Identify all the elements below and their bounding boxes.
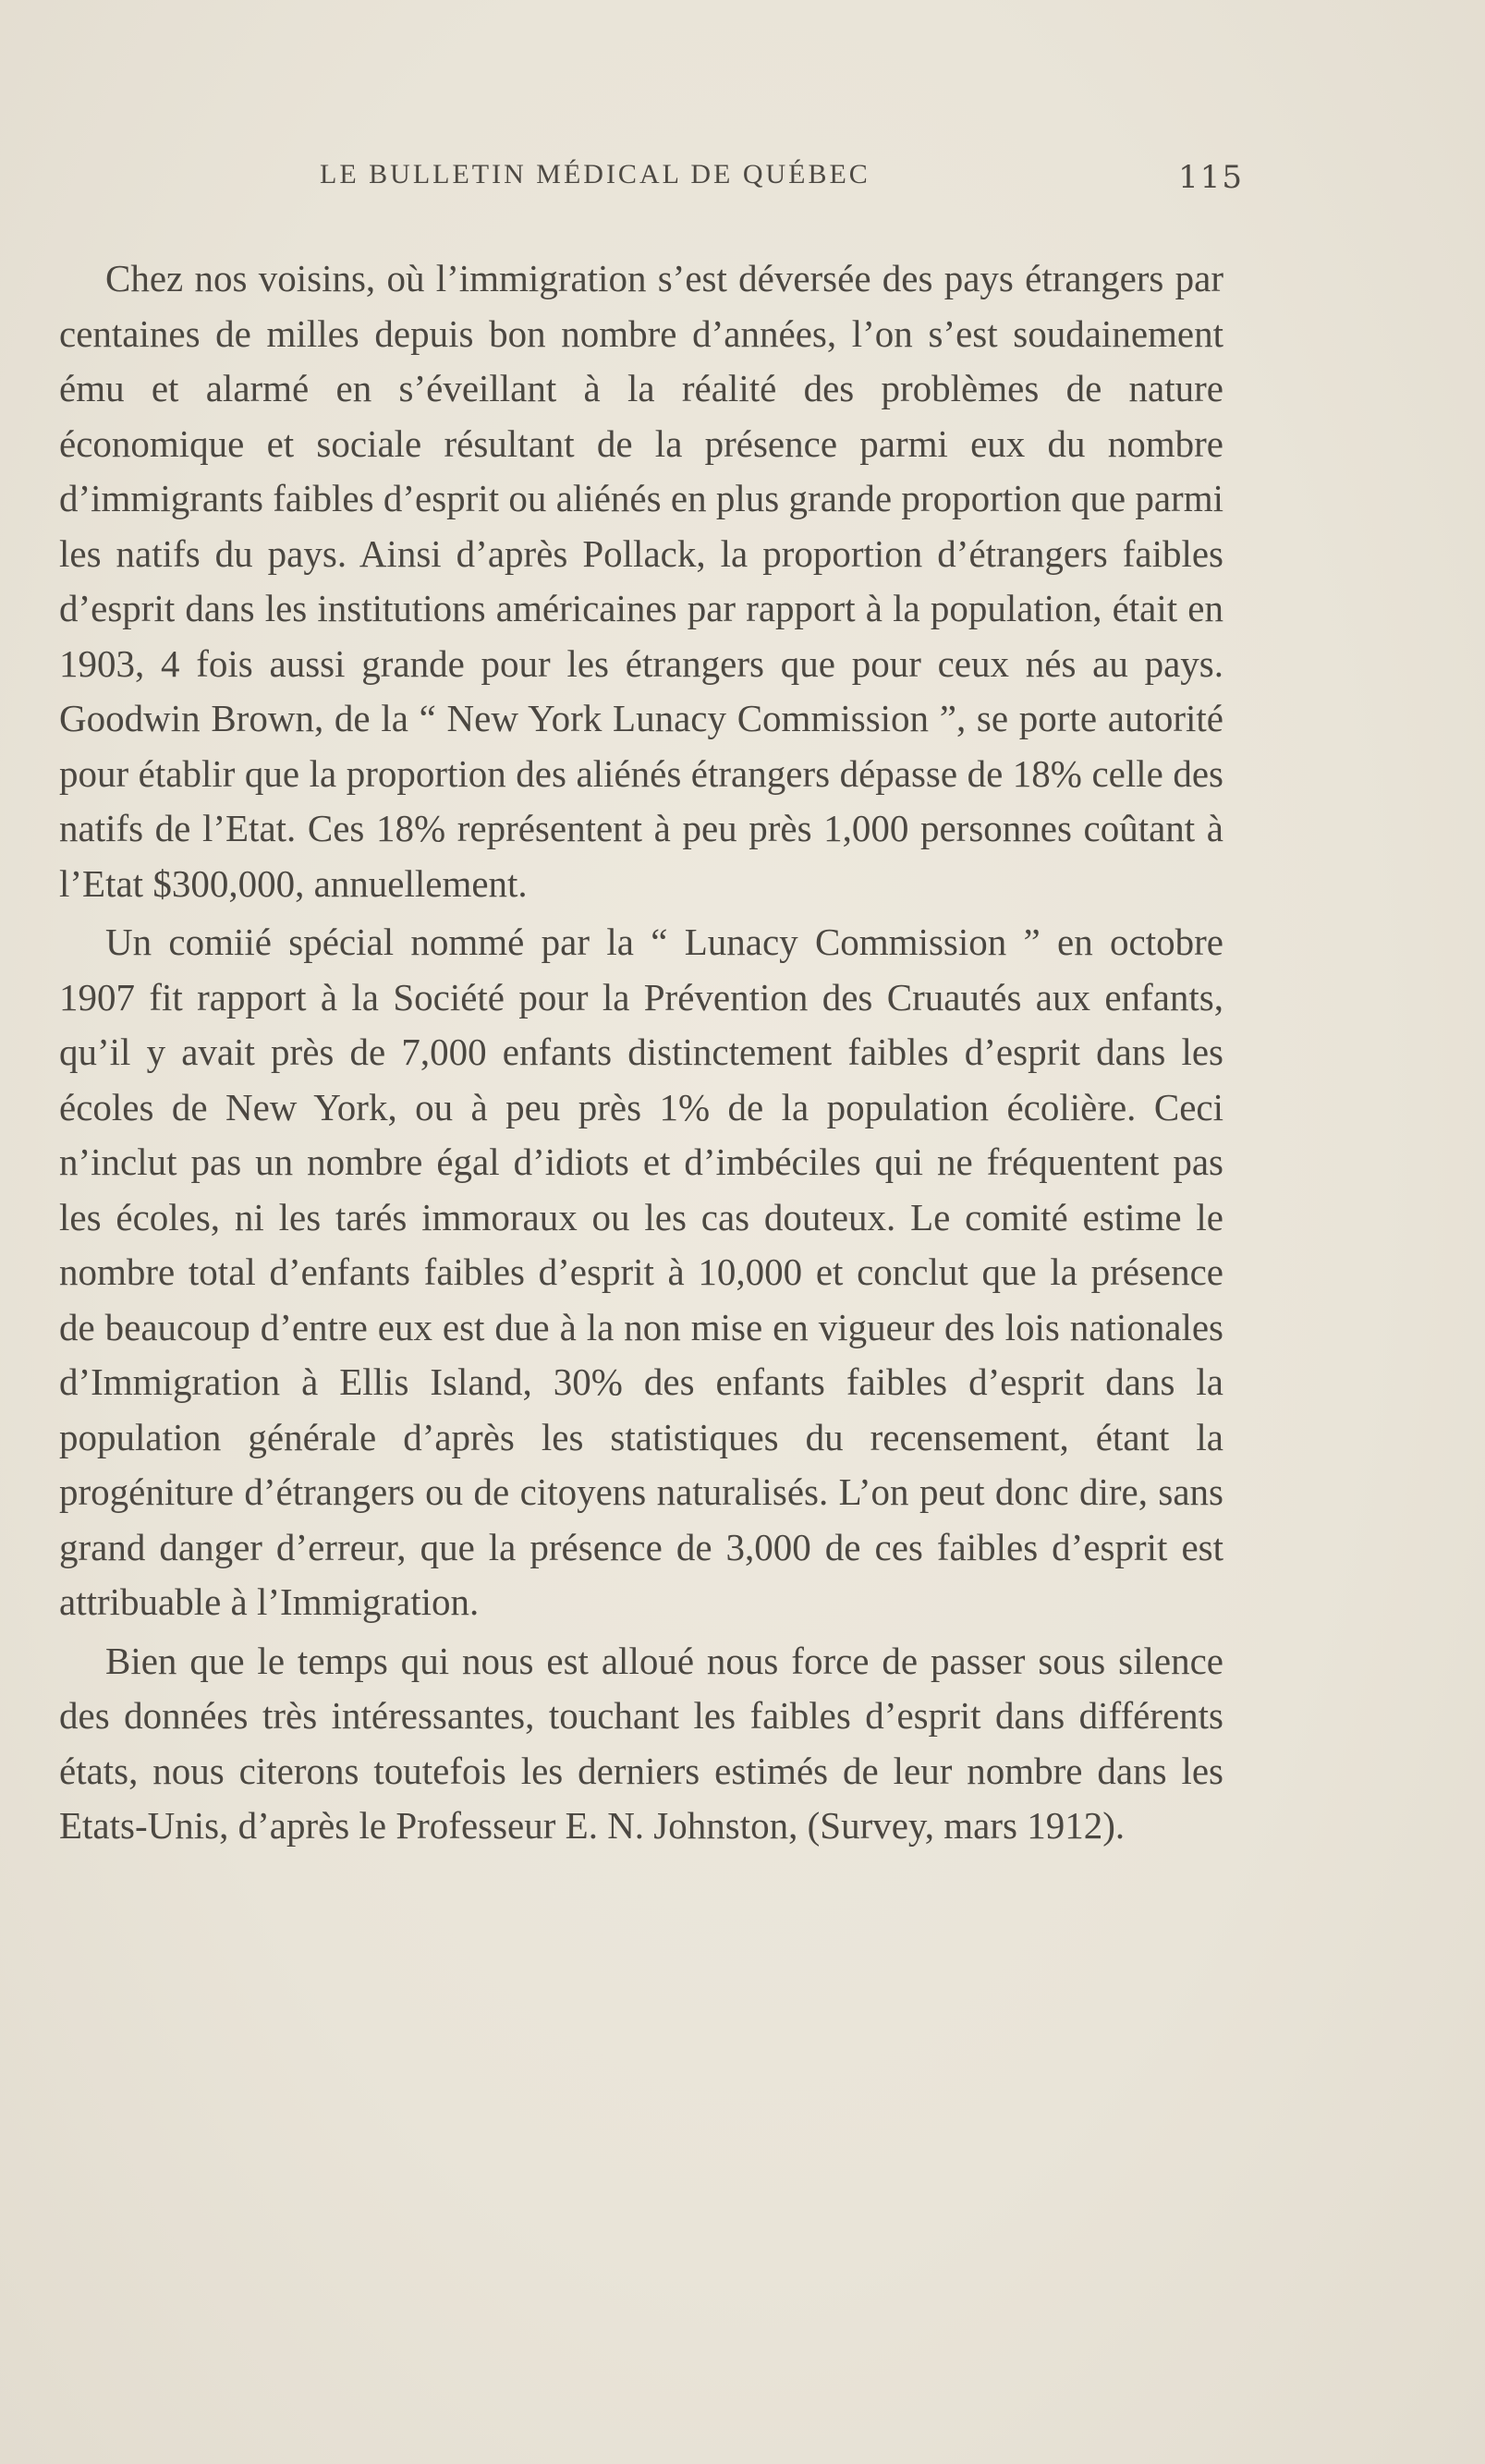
page-number: 115 (1178, 159, 1244, 196)
paragraph-immigration-statistics: Chez nos voisins, où l’immigration s’est déversée des pays étrangers par centaines de milles depuis bon nombre d’années, l’on s’est soudainement ému et alarmé en s’éveillant à la réalité des problèmes de nature économique et sociale résultant de la présence parmi eux du nombre d’immigrants faibles d’esprit ou aliénés en plus grande proportion que parmi les natifs du pays. Ainsi d’après Pollack, la proportion d’étrangers faibles d’esprit dans les institutions américaines par rapport à la population, était en 1903, 4 fois aussi grande pour les étrangers que pour ceux nés au pays. Goodwin Brown, de la “ New York Lunacy Commission ”, se porte autorité pour établir que la proportion des aliénés étrangers dépasse de 18% celle des natifs de l’Etat. Ces 18% représentent à peu près 1,000 personnes coûtant à l’Etat $300,000, annuellement. (59, 257, 1223, 905)
body-text (59, 251, 1223, 1854)
paragraph-johnston-estimates: Bien que le temps qui nous est alloué nous force de passer sous silence des données très intéressantes, touchant les faibles d’esprit dans différents états, nous citerons toutefois les derniers estimés de leur nombre dans les Etats-Unis, d’après le Professeur E. N. Johnston, (Survey, mars 1912). (59, 1639, 1223, 1847)
running-head (320, 159, 1244, 200)
running-title: LE BULLETIN MÉDICAL DE QUÉBEC (320, 159, 870, 189)
paragraph-special-committee: Un comiié spécial nommé par la “ Lunacy Commission ” en octobre 1907 fit rapport à la Société pour la Prévention des Cruautés aux enfants, qu’il y avait près de 7,000 enfants distinctement faibles d’esprit dans les écoles de New York, ou à peu près 1% de la population écolière. Ceci n’inclut pas un nombre égal d’idiots et d’imbéciles qui ne fréquentent pas les écoles, ni les tarés immoraux ou les cas douteux. Le comité estime le nombre total d’enfants faibles d’esprit à 10,000 et conclut que la présence de beaucoup d’entre eux est due à la non mise en vigueur des lois nationales d’Immigration à Ellis Island, 30% des enfants faibles d’esprit dans la population générale d’après les statistiques du recensement, étant la progéniture d’étrangers ou de citoyens naturalisés. L’on peut donc dire, sans grand danger d’erreur, que la présence de 3,000 de ces faibles d’esprit est attribuable à l’Immigration. (59, 921, 1223, 1623)
